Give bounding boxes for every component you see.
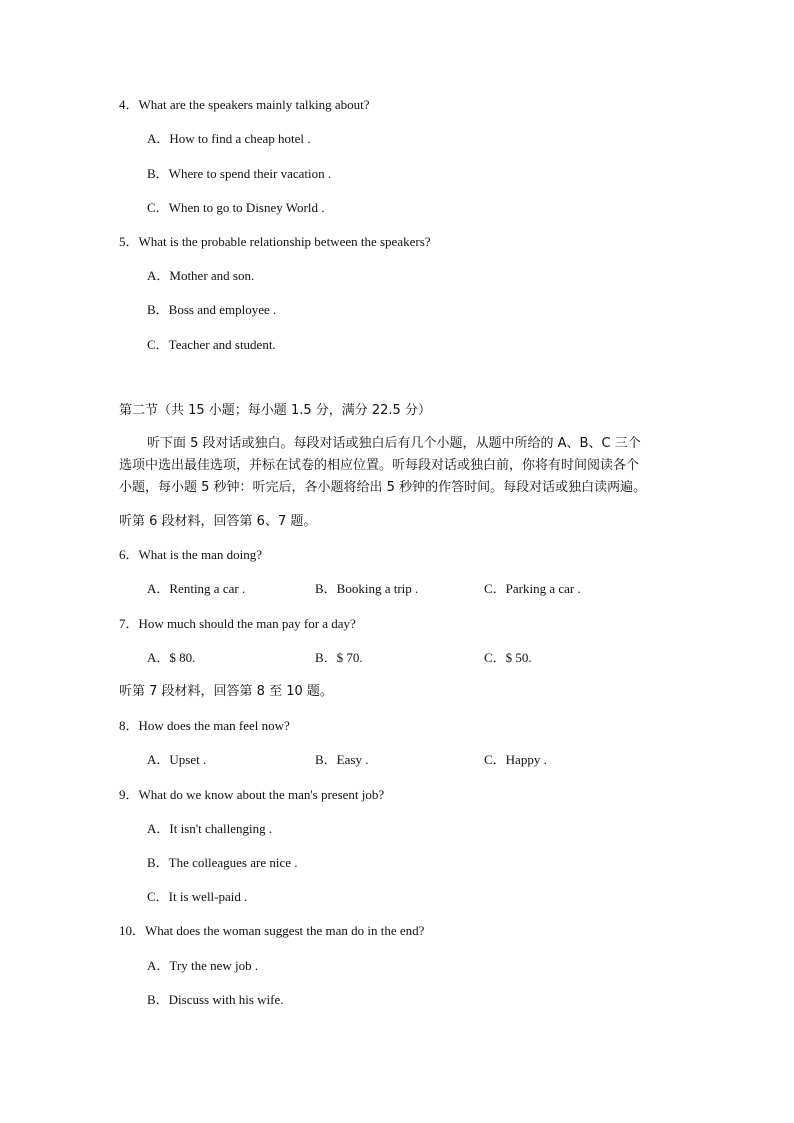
question-8-stem: 8．How does the man feel now? (119, 718, 290, 733)
question-4-option-b: B．Where to spend their vacation . (147, 166, 332, 181)
section-2-instructions-line-2: 选项中选出最佳选项，并标在试卷的相应位置。听每段对话或独白前，你将有时间阅读各个 (119, 458, 640, 473)
question-9-option-b: B．The colleagues are nice . (147, 855, 298, 870)
question-4-stem: 4．What are the speakers mainly talking about? (119, 97, 370, 112)
question-9-option-c: C．It is well-paid . (147, 889, 248, 904)
question-7-option-c: C．$ 50. (484, 650, 532, 665)
question-9-option-a: A．It isn't challenging . (147, 821, 273, 836)
question-8-option-a: A．Upset . (147, 752, 207, 767)
question-7-stem: 7．How much should the man pay for a day? (119, 616, 356, 631)
section-2-instructions-line-3: 小题，每小题 5 秒钟：听完后，各小题将给出 5 秒钟的作答时间。每段对话或独白读两遍。 (119, 480, 647, 495)
question-5-option-b: B．Boss and employee . (147, 302, 277, 317)
question-10-option-a: A．Try the new job . (147, 958, 259, 973)
material-7-header: 听第 7 段材料，回答第 8 至 10 题。 (119, 684, 333, 699)
material-6-header: 听第 6 段材料，回答第 6、7 题。 (119, 514, 317, 529)
question-5-option-c: C．Teacher and student. (147, 337, 276, 352)
section-2-heading: 第二节（共 15 小题；每小题 1.5 分，满分 22.5 分） (119, 403, 431, 418)
section-2-instructions-line-1: 听下面 5 段对话或独白。每段对话或独白后有几个小题，从题中所给的 A、B、C 三个 (147, 436, 641, 451)
question-4-option-a: A．How to find a cheap hotel . (147, 131, 311, 146)
question-7-option-a: A．$ 80. (147, 650, 196, 665)
question-10-option-b: B．Discuss with his wife. (147, 992, 284, 1007)
question-6-option-c: C．Parking a car . (484, 581, 581, 596)
question-7-option-b: B．$ 70. (315, 650, 363, 665)
question-4-option-c: C．When to go to Disney World . (147, 200, 325, 215)
question-8-option-b: B．Easy . (315, 752, 369, 767)
question-6-option-b: B．Booking a trip . (315, 581, 419, 596)
question-8-option-c: C．Happy . (484, 752, 547, 767)
question-10-stem: 10．What does the woman suggest the man do in the end? (119, 923, 425, 938)
question-5-stem: 5．What is the probable relationship between the speakers? (119, 234, 431, 249)
question-6-option-a: A．Renting a car . (147, 581, 246, 596)
question-6-stem: 6．What is the man doing? (119, 547, 262, 562)
question-5-option-a: A．Mother and son. (147, 268, 255, 283)
question-9-stem: 9．What do we know about the man's present job? (119, 787, 385, 802)
